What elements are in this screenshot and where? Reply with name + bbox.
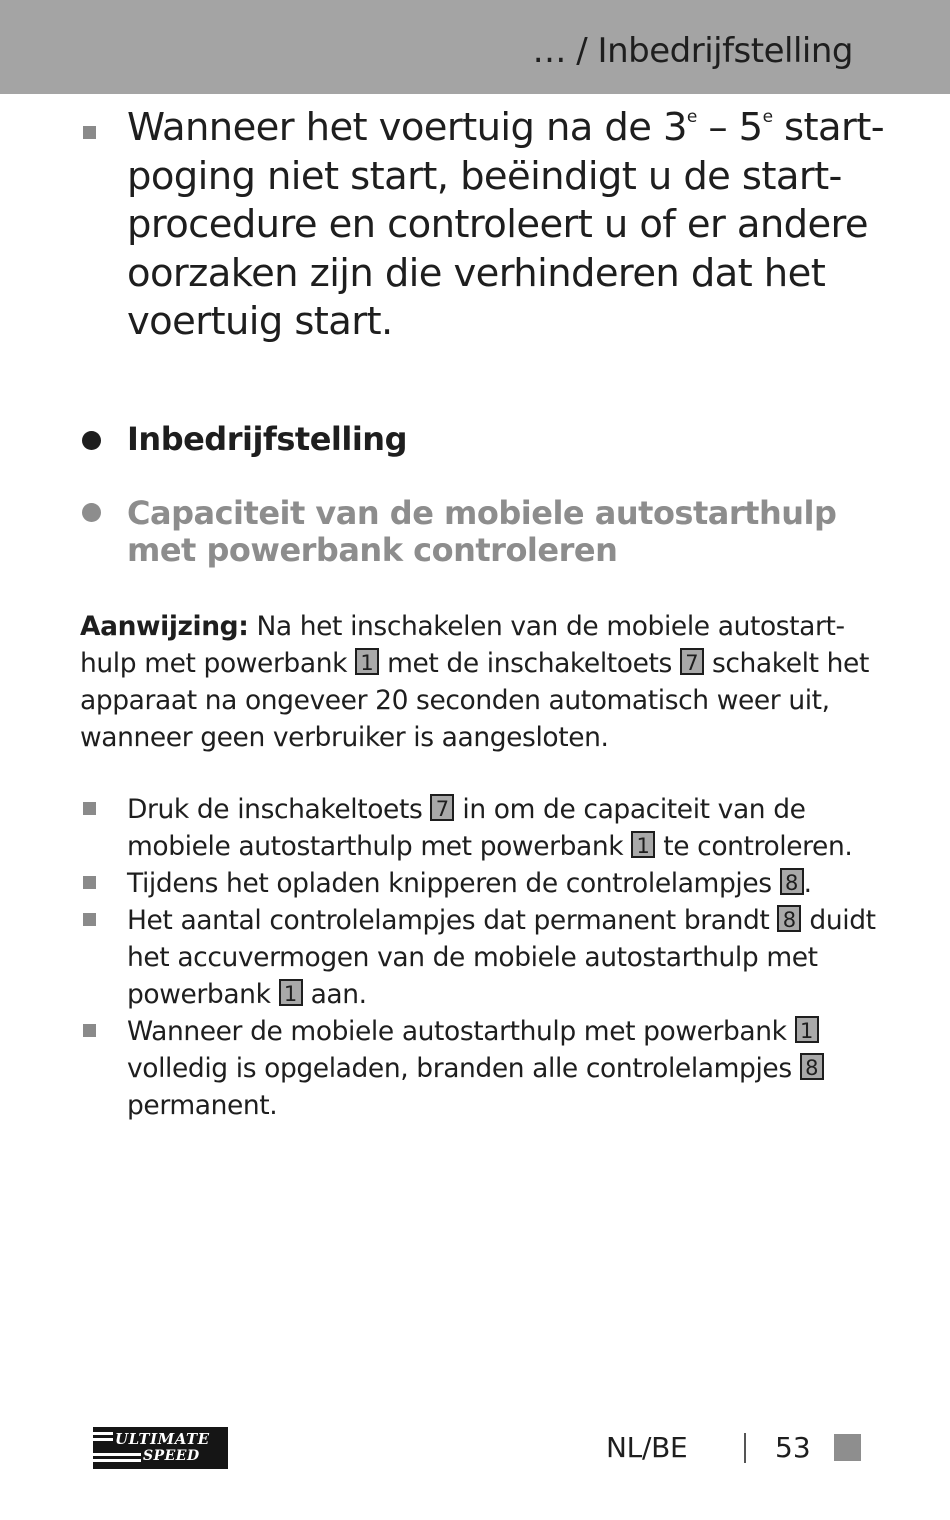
header-band [0, 0, 950, 94]
logo-stripe [93, 1459, 141, 1462]
footer-divider [744, 1433, 746, 1463]
note-text-2: met de inschakeltoets [379, 648, 680, 679]
heading-bullet-icon [82, 431, 101, 450]
list-item [127, 865, 907, 902]
subheading-bullet-icon [82, 503, 101, 522]
note-label: Aanwijzing: [80, 611, 249, 642]
step-text: permanent. [127, 1090, 278, 1121]
logo-stripe [93, 1453, 141, 1456]
intro-text-2: – 5 [696, 105, 763, 150]
step-text: volledig is opgeladen, branden alle controlelampjes [127, 1053, 800, 1084]
step-text: Het aantal controlelampjes dat permanent brandt [127, 905, 778, 936]
logo-stripe [93, 1438, 113, 1441]
logo-stripe [93, 1432, 113, 1435]
intro-text-3: start-poging niet start, beëindigt u de start-procedure en controleert u of er andere oorzaken zijn die verhinderen dat het voertuig start. [127, 105, 885, 344]
step-text: Wanneer de mobiele autostarthulp met powerbank [127, 1016, 795, 1047]
ref-box: 1 [631, 831, 655, 858]
step-list [127, 791, 907, 1124]
square-bullet-icon [83, 802, 96, 815]
note-text-1: Na het inschakelen van de mobiele autostart-hulp met powerbank [80, 611, 845, 679]
brand-logo [93, 1427, 228, 1469]
note-text-3: schakelt het apparaat na ongeveer 20 seconden automatisch weer uit, wanneer geen verbruiker is aangesloten. [80, 648, 869, 753]
step-text: . [803, 868, 812, 899]
ref-box: 1 [279, 979, 303, 1006]
step-text: Druk de inschakeltoets [127, 794, 431, 825]
intro-sup-2: e [762, 107, 773, 127]
footer-region: NL/BE [606, 1431, 688, 1464]
subsection-heading: Capaciteit van de mobiele autostarthulp met powerbank controleren [127, 494, 837, 569]
ref-box: 8 [800, 1053, 824, 1080]
list-item [127, 1013, 907, 1124]
ref-box: 7 [680, 648, 704, 675]
step-text: te controleren. [655, 831, 853, 862]
logo-text-bottom: SPEED [143, 1448, 200, 1464]
list-item [127, 902, 907, 1013]
intro-text-1: Wanneer het voertuig na de 3 [127, 105, 687, 150]
page-number: 53 [775, 1431, 811, 1464]
step-text: aan. [302, 979, 367, 1010]
running-header-title: … / Inbedrijfstelling [532, 31, 853, 71]
square-bullet-icon [83, 913, 96, 926]
intro-paragraph [127, 104, 887, 347]
section-heading: Inbedrijfstelling [127, 420, 407, 458]
ref-box: 8 [777, 905, 801, 932]
square-bullet-icon [83, 126, 96, 139]
step-text: duidt het accuvermogen van de mobiele autostarthulp met powerbank [127, 905, 876, 1010]
list-item [127, 791, 907, 865]
logo-text-top: ULTIMATE [115, 1430, 210, 1448]
ref-box: 1 [355, 648, 379, 675]
ref-box: 1 [795, 1016, 819, 1043]
square-bullet-icon [83, 1024, 96, 1037]
ref-box: 8 [780, 868, 804, 895]
step-text: in om de capaciteit van de mobiele autostarthulp met powerbank [127, 794, 806, 862]
step-text: Tijdens het opladen knipperen de controlelampjes [127, 868, 780, 899]
note-paragraph [80, 608, 880, 756]
footer-square-icon [834, 1434, 861, 1461]
ref-box: 7 [430, 794, 454, 821]
intro-sup-1: e [686, 107, 697, 127]
square-bullet-icon [83, 876, 96, 889]
